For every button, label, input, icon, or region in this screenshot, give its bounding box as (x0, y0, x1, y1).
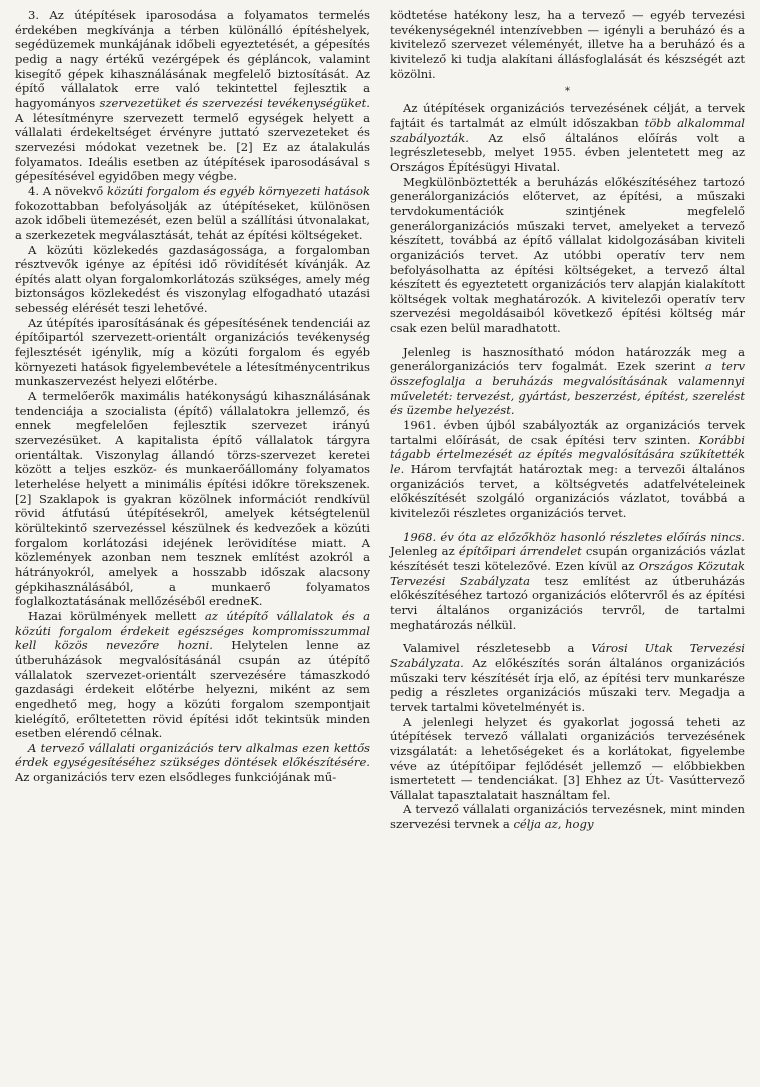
text-run: Helytelen lenne az útberuházások megvalósításánál csupán az útépítő vállalatok szervezet-orientált szervezésére támaszkodó gazdasági érdekeit előtérbe helyezni, miként az sem engedhető meg, hogy a közúti forgalom szempontjait kielégítő, erőltetetten rövid építési időt tekintsük minden esetben elérendő célnak. (15, 638, 370, 741)
emphasized-text: közúti forgalom és egyéb környezeti hatások (107, 183, 370, 198)
text-run: A közúti közlekedés gazdaságossága, a forgalomban résztvevők igénye az építési idő rövidítését kívánják. Az építés alatt olyan forgalomkorlátozás szükséges, amely még biztonságos közlekedést és viszonylag elfogadható utazási sebesség elérését teszi lehetővé. (15, 242, 370, 316)
text-run: A létesítményre szervezett termelő egységek helyett a vállalati érdekeltséget érvényre juttató szervezeteket és szervezési módokat vezetnek be. [2] Ez az átalakulás folyamatos. Ideális esetben az útépítések iparosodásával s gépesítésével egyidőben megy végbe. (15, 110, 370, 184)
left-paragraph (15, 609, 370, 741)
text-run: 4. A növekvő (28, 183, 108, 198)
text-run: Hazai körülmények mellett (28, 608, 205, 623)
section-separator: * (565, 86, 570, 98)
text-run: 1961. évben újból szabályozták az organizációs tervek tartalmi előírását, de csak építési terv szinten. (390, 418, 745, 447)
text-run: Valamivel részletesebb a (403, 641, 592, 656)
emphasized-text: célja az, hogy (513, 817, 594, 832)
text-run: tesz említést az útberuházás előkészítéséhez tartozó organizációs előtervről és az építési tervi általános organizációs tervről, de tartalmi meghatározás nélkül. (390, 573, 745, 632)
right-paragraph (390, 418, 745, 521)
right-paragraph (390, 345, 745, 418)
text-run: Az előkészítés során általános organizációs műszaki terv készítését írja elő, az építési terv munkarésze pedig a részletes organizációs műszaki terv. Megadja a tervek tartalmi követelményét is. (390, 655, 745, 714)
text-run: Jelenleg is hasznosítható módon határozzák meg a generálorganizációs terv fogalmát. Ezek szerint (390, 344, 745, 374)
emphasized-text: Országos Közutak Tervezési Szabályzata (390, 558, 745, 588)
text-run: A jelenlegi helyzet és gyakorlat jogossá teheti az útépítések tervező vállalati organizációs tervezésének vizsgálatát: a lehetőségeket és a korlátokat, figyelembe véve az útépítőipar fejlődését jellemző — előbbiekben ismertetett — tendenciákat. [3] Ehhez az Út- Vasúttervező Vállalat tapasztalatait használtam fel. (390, 714, 745, 802)
emphasized-text: szervezetüket és szervezési tevékenységüket. (99, 95, 370, 110)
right-paragraph (390, 715, 745, 803)
text-run: Az organizációs terv ezen elsődleges funkciójának mű- (15, 770, 337, 785)
text-run: Az útépítés iparosításának és gépesítésének tendenciái az építőipartól szervezett-orientált organizációs tevékenység fejlesztését igénylik, míg a közúti forgalom és egyéb környezeti hatások figyelembevétele a létesítménycentrikus munkaszervezést helyezi előtérbe. (15, 315, 370, 389)
right-paragraph (390, 101, 745, 174)
emphasized-text: az útépítő vállalatok és a közúti forgalom érdekeit egészséges kompromisszummal kell közös nevezőre hozni. (15, 608, 370, 653)
left-paragraph (15, 316, 370, 389)
text-run: Megkülönböztették a beruházás előkészítéséhez tartozó generálorganizációs előtervet, az építési, a műszaki tervdokumentációk szintjének megfelelő generálorganizációs műszaki tervet, amelyeket a tervező készített, továbbá az építő vállalat kidolgozásában kiviteli organizációs tervet. Az utóbbi operatív terv nem befolyásolhatta az építési költségeket, a tervező által készített és egyeztetett organizációs terv alapján kialakított költségek voltak meghatározók. A kivitelezői operatív terv szervezési megoldásaiból következő építési költség már csak ezen belül maradhatott. (390, 174, 745, 336)
text-run: 3. Az útépítések iparosodása a folyamatos termelés érdekében megkívánja a térben különálló építéshelyek, segédüzemek munkájának időbeli egyeztetését, a gépesítés pedig a nagy értékű vezérgépek és gépláncok, valamint kisegítő gépek kihasználásának megfelelő biztosítását. Az építő vállalatok erre való tekintettel fejlesztik a hagyományos (15, 8, 370, 110)
right-column (390, 8, 745, 1087)
left-paragraph (15, 389, 370, 609)
emphasized-text: több alkalommal szabályozták. (390, 115, 745, 145)
emphasized-text: építőipari árrendelet (458, 544, 582, 559)
right-paragraph (390, 530, 745, 633)
right-paragraph (390, 8, 745, 81)
right-paragraph (390, 802, 745, 831)
left-paragraph (15, 243, 370, 316)
left-column (15, 8, 370, 1087)
right-paragraph (390, 641, 745, 714)
text-run: A tervező vállalati organizációs tervezésnek, mint minden szervezési tervnek a (390, 802, 745, 832)
left-paragraph (15, 741, 370, 785)
emphasized-text: a terv összefoglalja a beruházás megvalósításának valamennyi műveletét: tervezést, gyártást, beszerzést, építést, szerelést és üzembe helyezést. (390, 359, 745, 418)
text-run: Az útépítések organizációs tervezésének célját, a tervek fajtáit és tartalmát az elmúlt időszakban (390, 101, 745, 130)
emphasized-text: Korábbi tágabb értelmezését az építés megvalósítására szűkítették le. (390, 432, 745, 477)
text-run: Az első általános előírás volt a legrészletesebb, melyet 1955. évben jelentetett meg az Országos Építésügyi Hivatal. (390, 130, 745, 174)
text-run: csupán organizációs vázlat készítését teszi kötelezővé. Ezen kívül az (390, 544, 745, 573)
right-paragraph (390, 175, 745, 336)
text-run: fokozottabban befolyásolják az útépítéseket, különösen azok időbeli ütemezését, ezen belül a szállítási útvonalakat, a szerkezetek megválasztását, tehát az építési költségeket. (15, 198, 370, 242)
text-run: Jelenleg az (390, 544, 459, 559)
left-paragraph (15, 8, 370, 184)
text-run: Három tervfajtát határoztak meg: a tervezői általános organizációs tervet, a költségvetés adatfelvételeinek előkészítését szolgáló organizációs vázlatot, továbbá a kivitelezői részletes organizációs tervet. (390, 462, 745, 520)
text-run: A termelőerők maximális hatékonyságú kihasználásának tendenciája a szocialista (építő) vállalatokra jellemző, és ennek megfelelően fejlesztik szervezet irányú szervezésüket. A kapitalista építő vállalatok tárgyra orientáltak. Viszonylag állandó törzs-szervezet keretei között a teljes eszköz- és munkaerőállomány folyamatos leterhelése helyett a minimális építési időkre törekszenek. [2] Szaklapok is gyakran közölnek információt rendkívül rövid átfutású útépítésekről, amelyek kétségtelenül körültekintő szervezéssel készülnek és kedvezőek a közúti forgalom korlátozási idejének lerövidítése miatt. A közlemények azonban nem tesznek említést azokról a hátrányokról, amelyek a hosszabb időszak alacsony gépkihasználásából, a munkaerő folyamatos foglalkoztatásának mellőzéséből eredneK. (15, 389, 370, 609)
emphasized-text: A tervező vállalati organizációs terv alkalmas ezen kettős érdek egységesítéséhez szükséges döntések előkészítésére. (15, 740, 370, 770)
emphasized-text: Városi Utak Tervezési Szabályzata. (390, 641, 745, 670)
emphasized-text: 1968. év óta az előzőkhöz hasonló részletes előírás nincs. (403, 529, 745, 544)
left-paragraph (15, 184, 370, 243)
text-run: ködtetése hatékony lesz, ha a tervező — egyéb tervezési tevékenységeknél intenzívebben — igényli a beruházó és a kivitelező szervezet véleményét, illetve ha a beruházó és a kivitelező ki tudja alakítani állásfoglalását és készségét azt közölni. (390, 8, 745, 81)
